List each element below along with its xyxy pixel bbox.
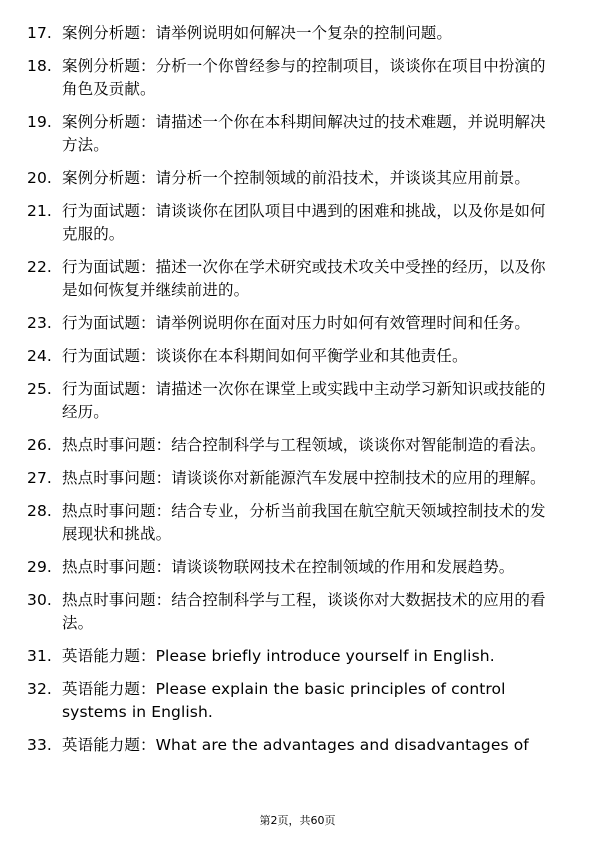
question-number: 22. <box>27 258 52 276</box>
question-text: 案例分析题：请描述一个你在本科期间解决过的技术难题，并说明解决方法。 <box>62 113 546 154</box>
page-footer: 第2页，共60页 <box>259 814 336 827</box>
question-item-18 <box>0 55 595 101</box>
question-number: 17. <box>27 24 52 42</box>
question-number: 32. <box>27 680 52 698</box>
question-item-17 <box>0 22 595 45</box>
question-item-28 <box>0 500 595 546</box>
question-item-27 <box>0 467 595 490</box>
question-item-19 <box>0 111 595 157</box>
question-number: 20. <box>27 169 52 187</box>
question-text: 行为面试题：请谈谈你在团队项目中遇到的困难和挑战，以及你是如何克服的。 <box>62 202 546 243</box>
question-item-32 <box>0 678 595 724</box>
question-text: 英语能力题：Please briefly introduce yourself in English. <box>62 647 495 665</box>
question-number: 30. <box>27 591 52 609</box>
question-number: 31. <box>27 647 52 665</box>
question-item-25 <box>0 378 595 424</box>
question-number: 26. <box>27 436 52 454</box>
question-text: 英语能力题：Please explain the basic principles of control systems in English. <box>62 680 506 721</box>
question-text: 热点时事问题：结合专业，分析当前我国在航空航天领域控制技术的发展现状和挑战。 <box>62 502 546 543</box>
question-number: 25. <box>27 380 52 398</box>
question-item-29 <box>0 556 595 579</box>
question-number: 29. <box>27 558 52 576</box>
question-text: 案例分析题：分析一个你曾经参与的控制项目，谈谈你在项目中扮演的角色及贡献。 <box>62 57 546 98</box>
question-text: 热点时事问题：结合控制科学与工程领域，谈谈你对智能制造的看法。 <box>62 436 546 454</box>
question-number: 33. <box>27 736 52 754</box>
question-number: 19. <box>27 113 52 131</box>
question-text: 案例分析题：请举例说明如何解决一个复杂的控制问题。 <box>62 24 453 42</box>
question-item-21 <box>0 200 595 246</box>
question-number: 28. <box>27 502 52 520</box>
question-item-31 <box>0 645 595 668</box>
question-text: 热点时事问题：请谈谈你对新能源汽车发展中控制技术的应用的理解。 <box>62 469 546 487</box>
question-text: 行为面试题：请举例说明你在面对压力时如何有效管理时间和任务。 <box>62 314 531 332</box>
question-number: 21. <box>27 202 52 220</box>
question-number: 18. <box>27 57 52 75</box>
question-item-22 <box>0 256 595 302</box>
question-item-30 <box>0 589 595 635</box>
question-item-20 <box>0 167 595 190</box>
question-item-24 <box>0 345 595 368</box>
question-list <box>0 22 595 767</box>
question-number: 23. <box>27 314 52 332</box>
question-text: 案例分析题：请分析一个控制领域的前沿技术，并谈谈其应用前景。 <box>62 169 531 187</box>
question-text: 行为面试题：谈谈你在本科期间如何平衡学业和其他责任。 <box>62 347 468 365</box>
question-text: 热点时事问题：请谈谈物联网技术在控制领域的作用和发展趋势。 <box>62 558 515 576</box>
question-text: 热点时事问题：结合控制科学与工程，谈谈你对大数据技术的应用的看法。 <box>62 591 546 632</box>
question-item-26 <box>0 434 595 457</box>
question-number: 24. <box>27 347 52 365</box>
question-text: 英语能力题：What are the advantages and disadvantages of <box>62 736 529 754</box>
question-item-23 <box>0 312 595 335</box>
question-text: 行为面试题：请描述一次你在课堂上或实践中主动学习新知识或技能的经历。 <box>62 380 546 421</box>
question-text: 行为面试题：描述一次你在学术研究或技术攻关中受挫的经历，以及你是如何恢复并继续前进的。 <box>62 258 546 299</box>
question-number: 27. <box>27 469 52 487</box>
question-item-33 <box>0 734 595 757</box>
